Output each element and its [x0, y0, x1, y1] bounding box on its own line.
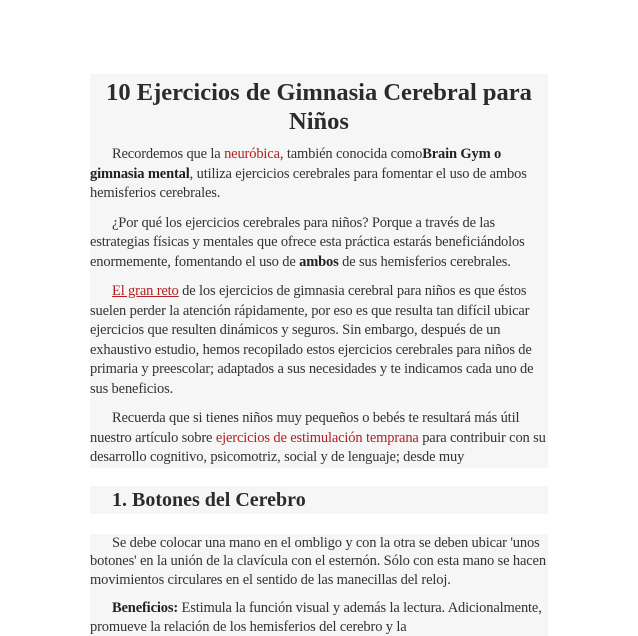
text-run: de sus hemisferios cerebrales. [339, 254, 511, 270]
text-run: para contribuir con su desarrollo cognitivo, psicomotriz, social y de lenguaje; desde muy [90, 430, 546, 466]
neurobica-link[interactable]: neuróbica [224, 146, 280, 162]
estimulacion-temprana-link[interactable]: ejercicios de estimulación temprana [216, 430, 419, 446]
section-heading-block [90, 486, 548, 514]
benefits-label: Beneficios: [112, 600, 178, 616]
document-page [90, 74, 548, 636]
instructions-paragraph: Se debe colocar una mano en el ombligo y con la otra se deben ubicar 'unos botones' en la unión de la clavícula con el esternón. Sólo con esta mano se hacen movimientos circulares en el sentido de las manecillas del reloj. [90, 534, 548, 590]
intro-block [90, 74, 548, 468]
reminder-paragraph [90, 409, 548, 468]
gran-reto-link[interactable]: El gran reto [112, 283, 179, 299]
text-run: , utiliza ejercicios cerebrales para fomentar el uso de ambos hemisferios cerebrales. [90, 166, 527, 202]
page-title: 10 Ejercicios de Gimnasia Cerebral para Niños [90, 74, 548, 138]
brain-gym-term: Brain Gym o gimnasia mental [90, 146, 501, 182]
text-run: ¿Por qué los ejercicios cerebrales para niños? Porque a través de las estrategias físicas y mentales que ofrece esta práctica estarás beneficiándolos enormemente, fomentando el uso de [90, 215, 525, 270]
ambos-term: ambos [299, 254, 339, 270]
text-run: de los ejercicios de gimnasia cerebral para niños es que éstos suelen perder la atención rápidamente, por eso es que resulta tan difícil ubicar ejercicios que resulten dinámicos y seguros. Sin embargo, después de un exhaustivo estudio, hemos recopilado estos ejercicios cerebrales para niños de primaria y preescolar; adaptados a sus necesidades y te indicamos cada uno de sus beneficios. [90, 283, 533, 397]
section-body-block [90, 534, 548, 636]
text-run: , también conocida como [280, 146, 422, 162]
why-paragraph [90, 214, 548, 273]
spacer [90, 514, 548, 534]
text-run: Recordemos que la [112, 146, 224, 162]
benefits-paragraph [90, 599, 548, 636]
challenge-paragraph [90, 282, 548, 399]
text-run: Estimula la función visual y además la lectura. Adicionalmente, promueve la relación de los hemisferios del cerebro y la [90, 600, 542, 635]
section-heading: 1. Botones del Cerebro [90, 486, 548, 514]
text-run: Recuerda que si tienes niños muy pequeños o bebés te resultará más útil nuestro artículo sobre [90, 410, 519, 446]
intro-paragraph [90, 145, 548, 204]
spacer [90, 468, 548, 486]
